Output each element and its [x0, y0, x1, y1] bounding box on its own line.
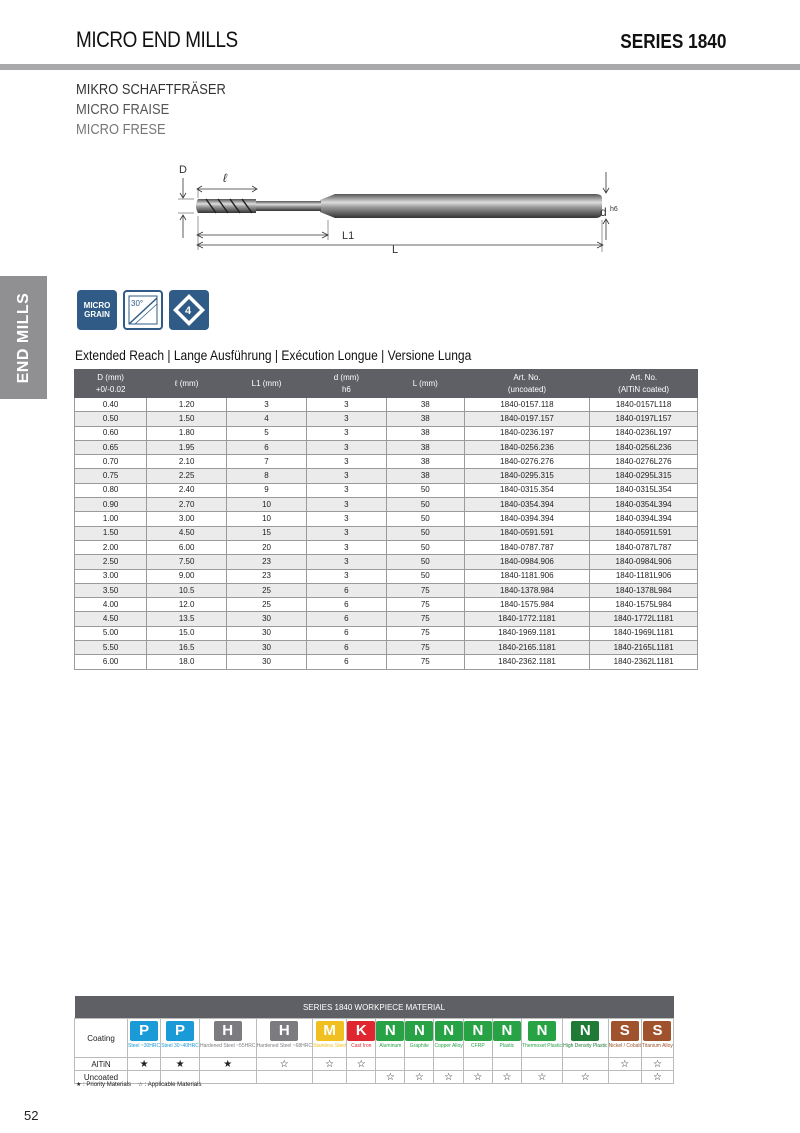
helix-angle-icon: [123, 290, 163, 330]
table-header-row: [75, 370, 698, 398]
material-name: Steel ~30HRC: [128, 1043, 161, 1049]
table-cell: 4.00: [75, 598, 147, 612]
end-mill-drawing: [170, 158, 630, 258]
suitability-mark: [376, 1058, 405, 1071]
table-cell: 75: [386, 612, 464, 626]
table-cell: 75: [386, 655, 464, 669]
table-cell: 6: [306, 641, 386, 655]
header-l: ℓ (mm): [147, 370, 227, 398]
table-cell: 3: [227, 398, 307, 412]
suitability-mark: ☆: [463, 1071, 492, 1084]
material-column: [463, 1019, 492, 1058]
suitability-mark: [608, 1071, 641, 1084]
table-cell: 1840-0236L197: [590, 426, 698, 440]
table-cell: 0.90: [75, 498, 147, 512]
table-cell: 0.50: [75, 412, 147, 426]
table-cell: 5.50: [75, 641, 147, 655]
material-name: Nickel / Cobalt: [608, 1043, 641, 1049]
table-cell: 2.70: [147, 498, 227, 512]
material-badge: N: [571, 1021, 599, 1041]
coating-row-label: AlTiN: [75, 1058, 128, 1071]
table-cell: 3: [306, 412, 386, 426]
material-column: [434, 1019, 463, 1058]
suitability-mark: ☆: [347, 1058, 376, 1071]
table-cell: 1.00: [75, 512, 147, 526]
table-cell: 1.50: [75, 526, 147, 540]
table-cell: 23: [227, 569, 307, 583]
table-cell: 3: [306, 526, 386, 540]
subtitle-german: MIKRO SCHAFTFRÄSER: [76, 81, 226, 98]
table-cell: 1840-0591L591: [590, 526, 698, 540]
material-legend: [76, 1081, 201, 1088]
table-cell: 38: [386, 398, 464, 412]
table-cell: 38: [386, 469, 464, 483]
suitability-mark: [463, 1058, 492, 1071]
table-cell: 1840-0157L118: [590, 398, 698, 412]
suitability-mark: [434, 1058, 463, 1071]
table-cell: 3: [306, 512, 386, 526]
dim-l-label: ℓ: [223, 171, 227, 185]
table-row: [75, 398, 698, 412]
table-cell: 30: [227, 641, 307, 655]
table-cell: 23: [227, 555, 307, 569]
table-row: [75, 641, 698, 655]
table-row: [75, 598, 698, 612]
suitability-mark: [347, 1071, 376, 1084]
svg-text:30°: 30°: [131, 299, 144, 308]
suitability-mark: [256, 1071, 313, 1084]
table-cell: 6: [306, 583, 386, 597]
material-badge: S: [611, 1021, 639, 1041]
table-cell: 75: [386, 583, 464, 597]
table-cell: 1840-2362L1181: [590, 655, 698, 669]
material-badge: P: [130, 1021, 158, 1041]
table-row: [75, 498, 698, 512]
table-cell: 13.5: [147, 612, 227, 626]
micro-grain-icon: [77, 290, 117, 330]
material-column: [492, 1019, 521, 1058]
suitability-mark: ★: [161, 1058, 200, 1071]
table-cell: 10.5: [147, 583, 227, 597]
header-L: L (mm): [386, 370, 464, 398]
suitability-mark: ☆: [608, 1058, 641, 1071]
material-column: [641, 1019, 673, 1058]
table-cell: 38: [386, 440, 464, 454]
table-cell: 1840-0984.906: [464, 555, 589, 569]
series-label: SERIES 1840: [619, 31, 726, 53]
side-tab-label: END MILLS: [14, 292, 32, 383]
suitability-mark: ☆: [405, 1071, 434, 1084]
table-row: [75, 555, 698, 569]
table-cell: 50: [386, 512, 464, 526]
table-cell: 15: [227, 526, 307, 540]
table-cell: 50: [386, 555, 464, 569]
table-cell: 10: [227, 512, 307, 526]
table-cell: 0.60: [75, 426, 147, 440]
suitability-mark: [313, 1071, 347, 1084]
suitability-mark: ☆: [434, 1071, 463, 1084]
material-badge: N: [528, 1021, 556, 1041]
table-row: [75, 440, 698, 454]
table-cell: 1840-0295L315: [590, 469, 698, 483]
table-cell: 7: [227, 455, 307, 469]
material-header-row: [75, 1019, 674, 1058]
table-cell: 3: [306, 455, 386, 469]
table-cell: 2.00: [75, 540, 147, 554]
table-cell: 1840-0984L906: [590, 555, 698, 569]
material-badge: N: [405, 1021, 433, 1041]
table-cell: 7.50: [147, 555, 227, 569]
table-cell: 1840-2165L1181: [590, 641, 698, 655]
table-row: [75, 426, 698, 440]
material-name: Hardened Steel ~68HRC: [256, 1043, 313, 1049]
table-cell: 1840-1181L906: [590, 569, 698, 583]
table-cell: 1.50: [147, 412, 227, 426]
table-cell: 50: [386, 498, 464, 512]
table-cell: 75: [386, 626, 464, 640]
page-title: MICRO END MILLS: [76, 27, 238, 52]
table-cell: 30: [227, 626, 307, 640]
table-cell: 38: [386, 455, 464, 469]
material-row: [75, 1058, 674, 1071]
table-cell: 50: [386, 483, 464, 497]
table-cell: 1840-1575.984: [464, 598, 589, 612]
table-cell: 1840-0276.276: [464, 455, 589, 469]
table-row: [75, 455, 698, 469]
table-cell: 1840-1181.906: [464, 569, 589, 583]
material-column: [128, 1019, 161, 1058]
table-cell: 1840-0295.315: [464, 469, 589, 483]
table-cell: 1840-0591.591: [464, 526, 589, 540]
table-row: [75, 469, 698, 483]
material-badge: H: [214, 1021, 242, 1041]
table-cell: 6: [306, 626, 386, 640]
suitability-mark: ☆: [256, 1058, 313, 1071]
table-cell: 8: [227, 469, 307, 483]
material-table-title: SERIES 1840 WORKPIECE MATERIAL: [75, 996, 674, 1019]
table-cell: 3: [306, 426, 386, 440]
suitability-mark: [405, 1058, 434, 1071]
material-name: Aluminum: [379, 1043, 402, 1049]
table-row: [75, 612, 698, 626]
table-cell: 75: [386, 598, 464, 612]
material-name: Copper Alloy: [434, 1043, 463, 1049]
header-divider: [0, 64, 800, 70]
table-cell: 0.65: [75, 440, 147, 454]
table-row: [75, 540, 698, 554]
table-cell: 4: [227, 412, 307, 426]
end-mill-shank: [320, 194, 602, 218]
table-row: [75, 626, 698, 640]
table-row: [75, 526, 698, 540]
header-L1: L1 (mm): [227, 370, 307, 398]
table-cell: 12.0: [147, 598, 227, 612]
table-cell: 2.10: [147, 455, 227, 469]
table-cell: 38: [386, 426, 464, 440]
table-cell: 3.00: [75, 569, 147, 583]
table-cell: 75: [386, 641, 464, 655]
material-name: Stainless Steel: [313, 1043, 347, 1049]
material-name: Hardened Steel ~55HRC: [199, 1043, 256, 1049]
material-column: [521, 1019, 562, 1058]
table-row: [75, 483, 698, 497]
material-badge: H: [270, 1021, 298, 1041]
table-cell: 1840-0157.118: [464, 398, 589, 412]
table-cell: 20: [227, 540, 307, 554]
table-cell: 10: [227, 498, 307, 512]
table-cell: 1840-0197L157: [590, 412, 698, 426]
table-cell: 1840-0787.787: [464, 540, 589, 554]
dim-d-label: d: [600, 205, 607, 219]
table-cell: 1840-0394.394: [464, 512, 589, 526]
table-cell: 5.00: [75, 626, 147, 640]
material-badge: P: [166, 1021, 194, 1041]
table-cell: 9: [227, 483, 307, 497]
header-d: d (mm) h6: [306, 370, 386, 398]
material-column: [256, 1019, 313, 1058]
table-cell: 0.70: [75, 455, 147, 469]
table-cell: 3: [306, 398, 386, 412]
page-number: 52: [24, 1108, 39, 1123]
svg-text:4: 4: [185, 305, 192, 317]
material-badge: M: [316, 1021, 344, 1041]
table-cell: 0.40: [75, 398, 147, 412]
table-cell: 4.50: [75, 612, 147, 626]
workpiece-material-table: [74, 996, 674, 1084]
table-cell: 5: [227, 426, 307, 440]
table-cell: 2.25: [147, 469, 227, 483]
table-cell: 16.5: [147, 641, 227, 655]
material-column: [161, 1019, 200, 1058]
table-cell: 30: [227, 612, 307, 626]
header-art-coated: Art. No. (AlTiN coated): [590, 370, 698, 398]
table-cell: 1840-1575L984: [590, 598, 698, 612]
suitability-mark: ☆: [641, 1071, 673, 1084]
table-cell: 3: [306, 440, 386, 454]
legend-priority: ★ : Priority Materials: [76, 1082, 132, 1088]
table-cell: 15.0: [147, 626, 227, 640]
suitability-mark: ☆: [521, 1071, 562, 1084]
table-cell: 1840-1772L1181: [590, 612, 698, 626]
table-cell: 9.00: [147, 569, 227, 583]
table-cell: 6: [306, 612, 386, 626]
table-cell: 1840-0394L394: [590, 512, 698, 526]
table-cell: 1840-0276L276: [590, 455, 698, 469]
table-cell: 25: [227, 583, 307, 597]
table-cell: 1840-2165.1181: [464, 641, 589, 655]
table-row: [75, 655, 698, 669]
material-badge: N: [464, 1021, 492, 1041]
suitability-mark: ☆: [376, 1071, 405, 1084]
table-cell: 1840-1969.1181: [464, 626, 589, 640]
table-cell: 1.95: [147, 440, 227, 454]
legend-applicable: ☆ : Applicable Materials: [137, 1082, 202, 1088]
table-cell: 1840-1378.984: [464, 583, 589, 597]
table-cell: 25: [227, 598, 307, 612]
table-cell: 18.0: [147, 655, 227, 669]
suitability-mark: ☆: [563, 1071, 609, 1084]
material-column: [608, 1019, 641, 1058]
table-cell: 3: [306, 569, 386, 583]
table-cell: 1840-0197.157: [464, 412, 589, 426]
table-cell: 3: [306, 540, 386, 554]
dim-L-label: L: [392, 244, 399, 256]
table-cell: 1840-1969L1181: [590, 626, 698, 640]
table-cell: 50: [386, 526, 464, 540]
table-cell: 0.75: [75, 469, 147, 483]
header-D: D (mm) +0/-0.02: [75, 370, 147, 398]
suitability-mark: [521, 1058, 562, 1071]
table-row: [75, 512, 698, 526]
subtitle-italian: MICRO FRESE: [76, 121, 166, 138]
material-name: Thermoset Plastic: [521, 1043, 562, 1049]
table-cell: 1840-0236.197: [464, 426, 589, 440]
suitability-mark: [199, 1071, 256, 1084]
four-flute-icon: [169, 290, 209, 330]
material-badge: N: [376, 1021, 404, 1041]
end-mill-neck: [255, 201, 321, 211]
dim-D-label: D: [179, 164, 187, 176]
table-cell: 6: [227, 440, 307, 454]
suitability-mark: [563, 1058, 609, 1071]
material-badge: N: [435, 1021, 463, 1041]
table-cell: 6.00: [75, 655, 147, 669]
table-cell: 1840-0354.394: [464, 498, 589, 512]
table-cell: 1840-0787L787: [590, 540, 698, 554]
table-cell: 1840-0315L354: [590, 483, 698, 497]
table-cell: 1840-0256L236: [590, 440, 698, 454]
specifications-table: [74, 369, 698, 670]
table-row: [75, 569, 698, 583]
subtitle-french: MICRO FRAISE: [76, 101, 170, 118]
table-cell: 3.50: [75, 583, 147, 597]
table-cell: 6: [306, 655, 386, 669]
material-column: [313, 1019, 347, 1058]
table-row: [75, 583, 698, 597]
coating-label: Coating: [75, 1019, 128, 1058]
table-cell: 3: [306, 555, 386, 569]
table-cell: 3: [306, 498, 386, 512]
table-cell: 1840-0354L394: [590, 498, 698, 512]
material-column: [405, 1019, 434, 1058]
table-cell: 2.40: [147, 483, 227, 497]
coating-row-label: Uncoated: [75, 1071, 128, 1084]
suitability-mark: ☆: [492, 1071, 521, 1084]
dim-h6-label: h6: [610, 206, 618, 213]
table-cell: 1840-0315.354: [464, 483, 589, 497]
table-cell: 50: [386, 569, 464, 583]
side-tab: [0, 276, 47, 399]
suitability-mark: ☆: [313, 1058, 347, 1071]
dim-L1-label: L1: [342, 230, 355, 242]
suitability-mark: ☆: [641, 1058, 673, 1071]
material-badge: K: [347, 1021, 375, 1041]
table-cell: 50: [386, 540, 464, 554]
table-cell: 1.20: [147, 398, 227, 412]
material-name: Cast Iron: [351, 1043, 372, 1049]
table-cell: 38: [386, 412, 464, 426]
table-cell: 1.80: [147, 426, 227, 440]
material-column: [376, 1019, 405, 1058]
table-cell: 1840-1378L984: [590, 583, 698, 597]
material-name: Graphite: [409, 1043, 429, 1049]
micro-grain-label: MICRO GRAIN: [83, 301, 111, 319]
material-column: [563, 1019, 609, 1058]
material-name: Plastic: [499, 1043, 515, 1049]
table-row: [75, 412, 698, 426]
material-name: Titanium Alloy: [641, 1043, 673, 1049]
suitability-mark: ★: [128, 1058, 161, 1071]
table-cell: 1840-1772.1181: [464, 612, 589, 626]
material-badge: N: [493, 1021, 521, 1041]
table-cell: 3: [306, 469, 386, 483]
table-title: Extended Reach | Lange Ausführung | Exécution Longue | Versione Lunga: [75, 347, 472, 363]
table-cell: 6.00: [147, 540, 227, 554]
table-cell: 3.00: [147, 512, 227, 526]
table-cell: 1840-0256.236: [464, 440, 589, 454]
table-cell: 4.50: [147, 526, 227, 540]
material-name: Steel 30~40HRC: [161, 1043, 199, 1049]
table-cell: 6: [306, 598, 386, 612]
table-cell: 2.50: [75, 555, 147, 569]
table-cell: 30: [227, 655, 307, 669]
table-cell: 0.80: [75, 483, 147, 497]
material-name: CFRP: [471, 1043, 485, 1049]
table-cell: 3: [306, 483, 386, 497]
material-badge: S: [643, 1021, 671, 1041]
suitability-mark: [492, 1058, 521, 1071]
table-cell: 1840-2362.1181: [464, 655, 589, 669]
material-name: High Density Plastic: [563, 1043, 608, 1049]
header-art-uncoated: Art. No. (uncoated): [464, 370, 589, 398]
material-column: [199, 1019, 256, 1058]
material-column: [347, 1019, 376, 1058]
suitability-mark: ★: [199, 1058, 256, 1071]
